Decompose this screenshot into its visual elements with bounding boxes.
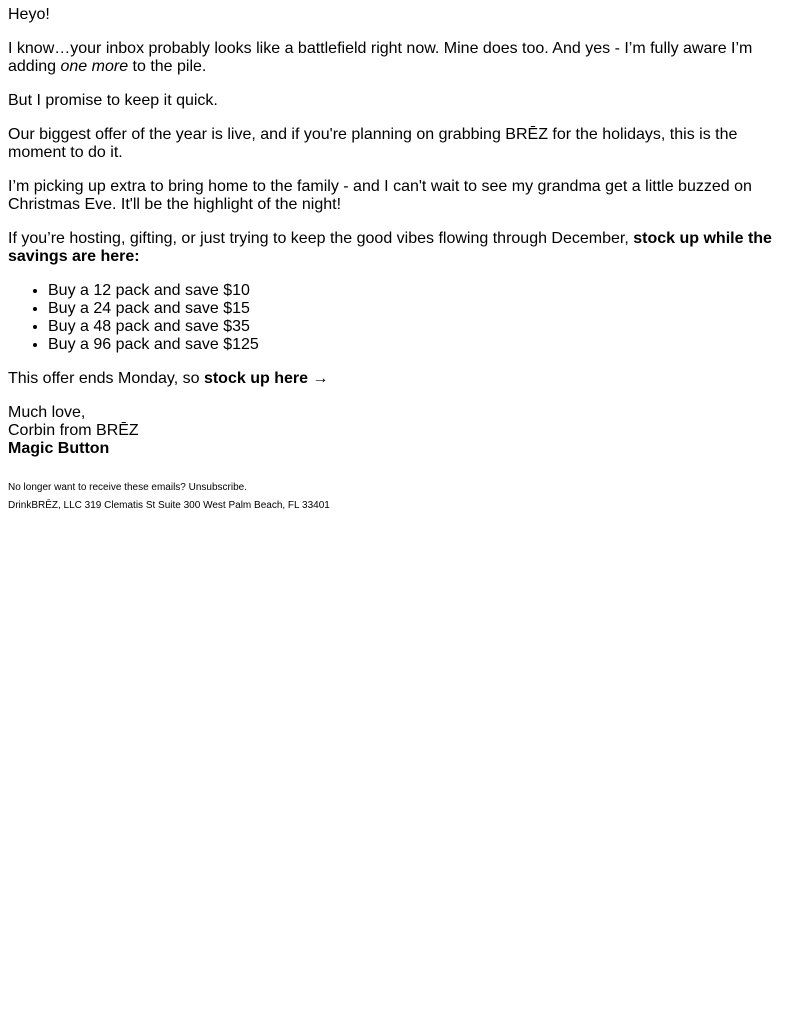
family-paragraph: I’m picking up extra to bring home to the family - and I can't wait to see my grandma get a little buzzed on Christmas Eve. It'll be the highlight of the night! — [8, 178, 752, 213]
stock-up-emphasis: stock up while the savings are here: — [8, 230, 772, 265]
signature-name: Corbin from BRĒZ — [8, 422, 139, 439]
offer-item: • Buy a 96 pack and save $125 — [48, 336, 792, 354]
intro-emphasis: one more — [60, 58, 129, 75]
arrow-right-icon: → — [307, 370, 329, 387]
unsubscribe-link[interactable]: No longer want to receive these emails? Unsubscribe. — [8, 482, 248, 493]
offer-paragraph: Our biggest offer of the year is live, and if you're planning on grabbing BRĒZ for the holidays, this is the moment to do it. — [8, 126, 738, 161]
offer-item: • Buy a 48 pack and save $35 — [48, 318, 792, 336]
company-address: DrinkBRĒZ, LLC 319 Clematis St Suite 300 West Palm Beach, FL 33401 — [8, 500, 330, 511]
intro-text-end: to the pile. — [128, 58, 207, 75]
closing-paragraph — [8, 370, 792, 388]
promise-paragraph: But I promise to keep it quick. — [8, 92, 218, 109]
stock-up-text: If you’re hosting, gifting, or just trying to keep the good vibes flowing through December, — [8, 230, 634, 247]
signature-block — [8, 404, 792, 458]
stock-up-link[interactable]: stock up here — [203, 370, 308, 387]
offer-item: • Buy a 24 pack and save $15 — [48, 300, 792, 318]
signoff: Much love, — [8, 404, 86, 421]
footer — [8, 482, 792, 512]
greeting: Heyo! — [8, 6, 50, 23]
magic-button[interactable]: Magic Button — [8, 440, 110, 457]
closing-text: This offer ends Monday, so — [8, 370, 204, 387]
intro-text: I know…your inbox probably looks like a battlefield right now. Mine does too. And yes - I’m fully aware I’m adding — [8, 40, 753, 75]
offer-item: • Buy a 12 pack and save $10 — [48, 282, 792, 300]
stock-up-paragraph — [8, 230, 792, 266]
offer-list — [8, 282, 792, 354]
intro-paragraph — [8, 40, 792, 76]
